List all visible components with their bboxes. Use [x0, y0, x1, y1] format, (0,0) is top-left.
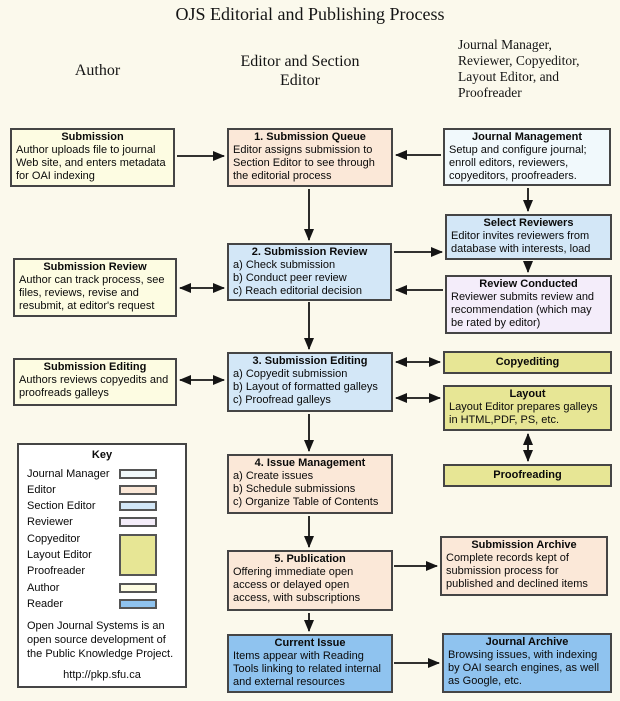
- color-swatch-journal-manager: [119, 469, 157, 479]
- key-legend: [17, 443, 187, 688]
- key-label: Proofreader: [27, 565, 86, 577]
- key-label: Author: [27, 581, 60, 594]
- box-body-line: a) Create issues: [233, 470, 314, 482]
- box-title: Submission: [61, 131, 124, 143]
- key-note: Open Journal Systems is an open source development of the Public Knowledge Project.: [27, 620, 174, 660]
- column-header-author: Author: [74, 62, 121, 79]
- color-swatch-reader: [119, 599, 157, 609]
- box-journal-management: [443, 128, 611, 186]
- box-title: Journal Management: [471, 131, 583, 143]
- key-row-journal-manager: [27, 466, 177, 482]
- box-body-line: a) Copyedit submission: [233, 368, 348, 380]
- column-header-editor: Editor and Section Editor: [240, 53, 360, 89]
- box-title: 2. Submission Review: [251, 246, 368, 258]
- box-body: Offering immediate open access or delayed open access, with subscriptions: [233, 566, 361, 604]
- box-title: Submission Review: [43, 261, 147, 273]
- key-label: Section Editor: [27, 499, 96, 512]
- box-title: Copyediting: [495, 356, 560, 368]
- key-label: Journal Manager: [27, 467, 110, 480]
- key-row-reader: [27, 596, 177, 612]
- box-layout: [443, 385, 612, 431]
- key-row-editor: [27, 482, 177, 498]
- key-url: http://pkp.sfu.ca: [63, 669, 141, 681]
- box-body: Complete records kept of submission process for published and declined items: [446, 552, 588, 590]
- box-submission-archive: [440, 536, 608, 596]
- key-label: Reviewer: [27, 515, 73, 528]
- box-body: Author uploads file to journal Web site, and enters metadata for OAI indexing: [16, 144, 166, 182]
- box-body-line: c) Proofread galleys: [233, 394, 331, 406]
- box-submission: [10, 128, 175, 187]
- box-body: Setup and configure journal; enroll editors, reviewers, copyeditors, proofreaders.: [449, 144, 587, 182]
- box-body: Editor invites reviewers from database with interests, load: [451, 230, 591, 255]
- box-body-line: b) Schedule submissions: [233, 483, 356, 495]
- box-title: 5. Publication: [274, 553, 346, 565]
- box-body-line: c) Reach editorial decision: [233, 285, 363, 297]
- box-body: Editor assigns submission to Section Editor to see through the editorial process: [233, 144, 375, 182]
- box-proofreading: [443, 464, 612, 487]
- box-title: Review Conducted: [479, 278, 578, 290]
- key-row-reviewer: [27, 514, 177, 530]
- key-row-author: [27, 580, 177, 596]
- box-title: Select Reviewers: [483, 217, 574, 229]
- key-title: Key: [91, 449, 113, 461]
- box-current-issue: [227, 634, 393, 693]
- key-label: Copyeditor: [27, 533, 81, 545]
- box-publication: [227, 550, 393, 611]
- box-title: 3. Submission Editing: [252, 355, 368, 367]
- box-body: Items appear with Reading Tools linking to related internal and external resources: [233, 650, 381, 688]
- box-submission-editing: [227, 352, 393, 412]
- box-title: Current Issue: [274, 637, 346, 649]
- box-submission-review-author: [13, 258, 177, 317]
- box-body-line: b) Conduct peer review: [233, 272, 347, 284]
- box-body: Authors reviews copyedits and proofreads galleys: [19, 374, 169, 399]
- box-title: Submission Archive: [471, 539, 577, 551]
- box-body: Layout Editor prepares galleys in HTML,PDF, PS, etc.: [449, 401, 598, 426]
- box-body: Reviewer submits review and recommendation (which may be rated by editor): [451, 291, 595, 329]
- color-swatch-editor: [119, 485, 157, 495]
- box-title: Layout: [509, 388, 546, 400]
- box-body-line: b) Layout of formatted galleys: [233, 381, 378, 393]
- box-title: 1. Submission Queue: [254, 131, 366, 143]
- box-submission-editing-author: [13, 358, 177, 406]
- color-swatch-section-editor: [119, 501, 157, 511]
- key-label: Reader: [27, 597, 64, 610]
- box-copyediting: [443, 351, 612, 374]
- box-title: Proofreading: [493, 469, 562, 481]
- box-title: Journal Archive: [485, 636, 569, 648]
- key-row-copyeditor-group: [27, 531, 177, 579]
- box-title: Submission Editing: [43, 361, 147, 373]
- key-label: Editor: [27, 483, 56, 496]
- color-swatch-copyeditor-group: [119, 534, 157, 576]
- box-title: 4. Issue Management: [254, 457, 366, 469]
- column-header-manager: Journal Manager, Reviewer, Copyeditor, Layout Editor, and Proofreader: [458, 37, 580, 100]
- box-submission-queue: [227, 128, 393, 187]
- box-review-conducted: [445, 275, 612, 334]
- box-body-line: c) Organize Table of Contents: [233, 496, 379, 508]
- box-issue-management: [227, 454, 393, 514]
- box-journal-archive: [442, 633, 612, 693]
- key-row-section-editor: [27, 498, 177, 514]
- diagram-title: OJS Editorial and Publishing Process: [175, 4, 445, 24]
- box-submission-review: [227, 243, 392, 301]
- box-body-line: a) Check submission: [233, 259, 336, 271]
- color-swatch-author: [119, 583, 157, 593]
- box-body: Author can track process, see files, reviews, revise and resubmit, at editor's request: [19, 274, 165, 312]
- box-body: Browsing issues, with indexing by OAI search engines, as well as Google, etc.: [448, 649, 600, 687]
- key-label: Layout Editor: [27, 549, 92, 561]
- color-swatch-reviewer: [119, 517, 157, 527]
- box-select-reviewers: [445, 214, 612, 260]
